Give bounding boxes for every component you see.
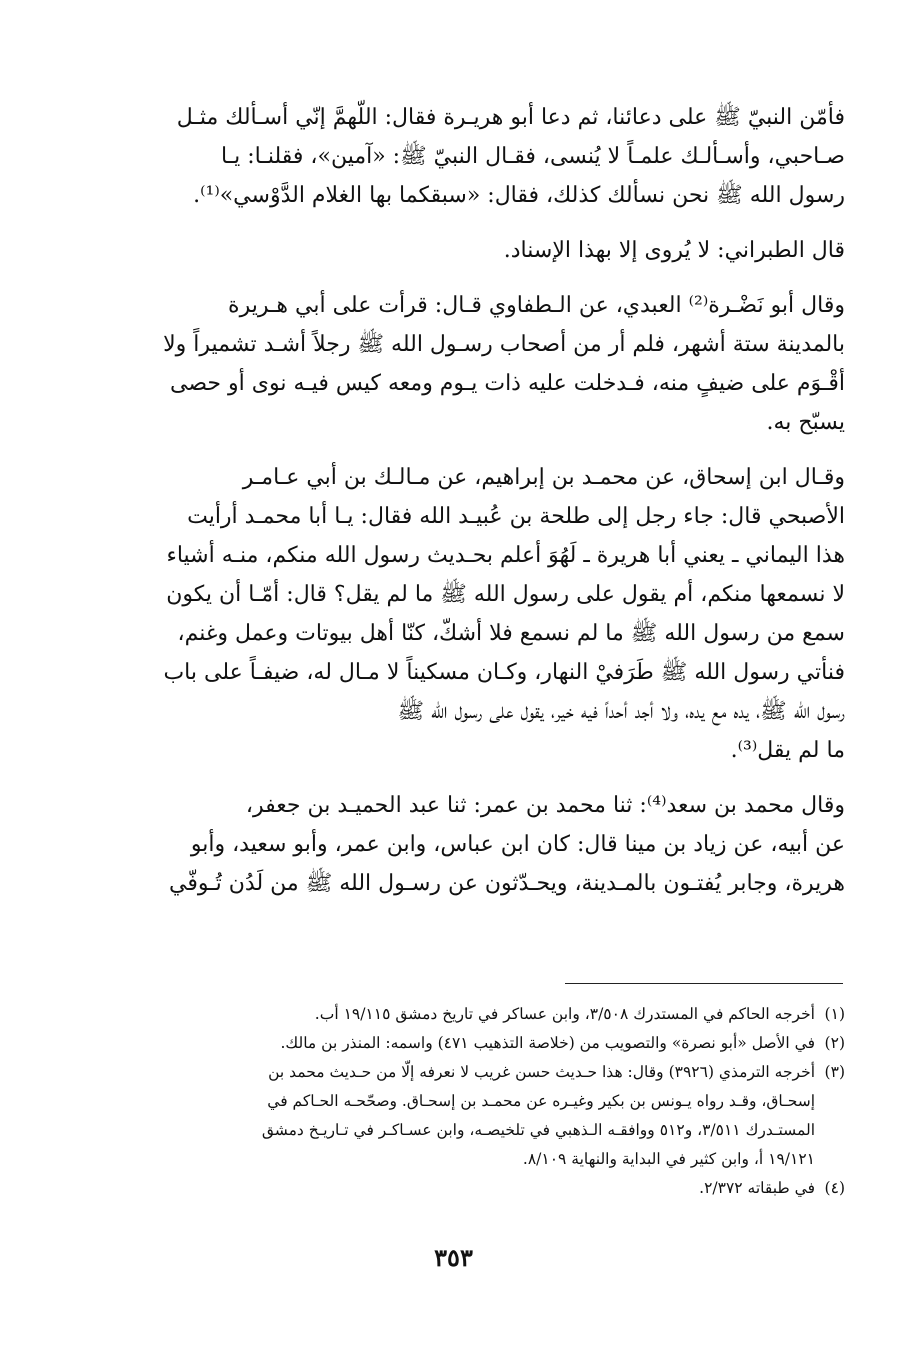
paragraph-5 (150, 786, 845, 903)
text-line: وقال محمد بن سعد⁽⁴⁾: ثنا محمد بن عمر: ثنا عبد الحميـد بن جعفر، (245, 793, 845, 818)
footnote-number: (٣) (824, 1063, 845, 1081)
text-line: رسول الله ﷺ، يده مع يده، ولا أجد أحداً فيه خير، يقول على رسول الله ﷺ (397, 699, 845, 724)
text-line: فأمّن النبيّ ﷺ على دعائنا، ثم دعا أبو هريـرة فقال: اللّهمَّ إنّي أسـألك مثـل (176, 105, 845, 130)
text-line: وقـال ابن إسحاق، عن محمـد بن إبراهيم، عن مـالـك بن أبي عـامـر (242, 465, 845, 490)
text-line: فنأتي رسول الله ﷺ طَرَفيْ النهار، وكـان مسكيناً لا مـال له، ضيفـاً على باب (163, 660, 845, 685)
footnote-4 (150, 1174, 845, 1203)
text-line: صـاحبي، وأسـألـك علمـاً لا يُنسى، فقـال النبيّ ﷺ: «آمين»، فقلنـا: يـا (221, 144, 845, 169)
text-line: وقال أبو نَضْـرة⁽²⁾ العبدي، عن الـطفاوي قـال: قرأت على أبي هـريرة (228, 293, 845, 318)
text-line: ما لم يقل⁽³⁾. (730, 738, 845, 763)
footnote-separator (565, 983, 843, 984)
footnote-line: أخرجه الترمذي (٣٩٢٦) وقال: هذا حـديث حسن غريب لا نعرفه إلّا من حـديث محمد بن (268, 1063, 815, 1081)
footnote-line: إسحـاق، وقـد رواه يـونس بن بكير وغيـره عن محمـد بن إسحـاق. وصحّحـه الحـاكم في (267, 1092, 815, 1110)
footnotes (150, 1000, 845, 1203)
main-text (150, 98, 845, 919)
paragraph-1 (150, 98, 845, 215)
paragraph-2 (150, 231, 845, 270)
text-line: الأصبحي قال: جاء رجل إلى طلحة بن عُبيـد الله فقال: يـا أبا محمـد أرأيت (187, 504, 845, 529)
footnote-text (150, 1000, 815, 1029)
paragraph-4 (150, 458, 845, 770)
footnote-text (150, 1174, 815, 1203)
text-line: قال الطبراني: لا يُروى إلا بهذا الإسناد. (503, 238, 845, 263)
footnote-3 (150, 1058, 845, 1174)
text-line: هريرة، وجابر يُفتـون بالمـدينة، ويحـدّثون عن رسـول الله ﷺ من لَدُن تُـوفّي (168, 871, 845, 896)
footnote-line: في الأصل «أبو نصرة» والتصويب من (خلاصة التذهيب ٤٧١) واسمه: المنذر بن مالك. (280, 1034, 815, 1052)
text-line: عن أبيه، عن زياد بن مينا قال: كان ابن عباس، وابن عمر، وأبو سعيد، وأبو (190, 832, 845, 857)
footnote-2 (150, 1029, 845, 1058)
text-line: بالمدينة ستة أشهر، فلم أر من أصحاب رسـول الله ﷺ رجلاً أشـد تشميراً ولا (163, 332, 845, 357)
footnote-line: أخرجه الحاكم في المستدرك ٣/٥٠٨، وابن عساكر في تاريخ دمشق ١٩/١١٥ أب. (314, 1005, 815, 1023)
text-line: أقْـوَم على ضيفٍ منه، فـدخلت عليه ذات يـوم ومعه كيس فيـه نوى أو حصى (170, 371, 845, 396)
text-line: رسول الله ﷺ نحن نسألك كذلك، فقال: «سبقكما بها الغلام الدَّوْسي»⁽¹⁾. (193, 183, 845, 208)
footnote-number: (٢) (824, 1034, 845, 1052)
text-line: سمع من رسول الله ﷺ ما لم نسمع فلا أشكّ، كنّا أهل بيوتات وعمل وغنم، (177, 621, 845, 646)
text-line: لا نسمعها منكم، أم يقول على رسول الله ﷺ ما لم يقل؟ قال: أمّـا أن يكون (166, 582, 845, 607)
footnote-text (150, 1058, 815, 1174)
footnote-text (150, 1029, 815, 1058)
footnote-line: في طبقاته ٢/٣٧٢. (699, 1179, 815, 1197)
text-line: يسبّح به. (766, 410, 845, 435)
text-line: هذا اليماني ـ يعني أبا هريرة ـ لَهُوَ أعلم بحـديث رسول الله منكم، منـه أشياء (166, 543, 845, 568)
footnote-number: (٤) (824, 1179, 845, 1197)
footnote-line: ١٩/١٢١ أ، وابن كثير في البداية والنهاية ٨/١٠٩. (522, 1150, 815, 1168)
page-number: ٣٥٣ (434, 1243, 473, 1272)
paragraph-3 (150, 286, 845, 442)
footnote-line: المستـدرك ٣/٥١١، و٥١٢ ووافقـه الـذهبي في تلخيصـه، وابن عسـاكـر في تـاريـخ دمشق (261, 1121, 815, 1139)
footnote-number: (١) (824, 1005, 845, 1023)
footnote-1 (150, 1000, 845, 1029)
